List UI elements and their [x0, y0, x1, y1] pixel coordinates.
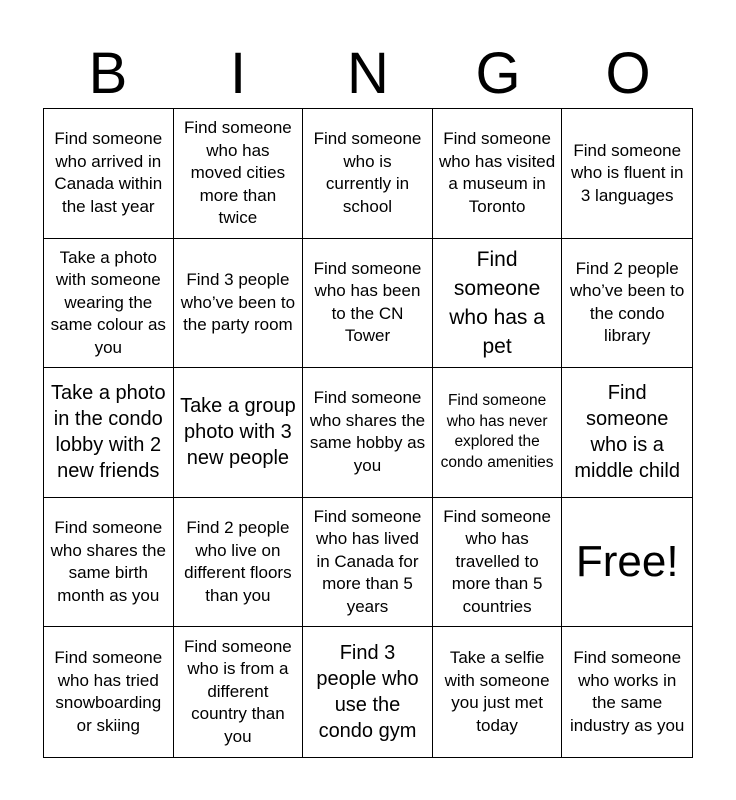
bingo-cell-text: Find 2 people who’ve been to the condo library	[570, 258, 685, 346]
bingo-cell-text: Find someone who is a middle child	[574, 382, 680, 483]
bingo-cell-text: Take a selfie with someone you just met today	[444, 648, 550, 735]
bingo-cell-text: Find someone who is fluent in 3 languages	[570, 140, 684, 205]
bingo-cell-r4-c4[interactable]	[433, 498, 563, 628]
bingo-header	[43, 38, 693, 110]
bingo-cell-r2-c5[interactable]	[562, 239, 692, 369]
bingo-cell-text: Find someone who has never explored the condo amenities	[440, 392, 554, 471]
bingo-cell-r1-c3[interactable]	[303, 109, 433, 239]
bingo-cell-text: Find 2 people who live on different floors than you	[184, 518, 292, 605]
bingo-cell-text: Take a photo in the condo lobby with 2 new friends	[51, 382, 166, 483]
bingo-cell-r1-c4[interactable]	[433, 109, 563, 239]
bingo-cell-text: Find someone who works in the same industry as you	[570, 648, 685, 735]
header-letter-b: B	[88, 41, 128, 106]
free-space-label: Free!	[575, 537, 679, 587]
bingo-cell-text: Find 3 people who use the condo gym	[316, 642, 419, 743]
bingo-cell-r2-c1[interactable]	[44, 239, 174, 369]
bingo-cell-r2-c4[interactable]	[433, 239, 563, 369]
bingo-cell-text: Find someone who has moved cities more than twice	[184, 118, 292, 228]
bingo-cell-r3-c3[interactable]	[303, 368, 433, 498]
bingo-cell-text: Find someone who has lived in Canada for more than 5 years	[313, 506, 422, 616]
bingo-cell-r5-c5[interactable]	[562, 627, 692, 757]
bingo-cell-text: Find someone who shares the same hobby as you	[309, 388, 426, 475]
bingo-cell-text: Find someone who has tried snowboarding or skiing	[54, 648, 163, 735]
bingo-cell-text: Find someone who arrived in Canada within the last year	[54, 129, 163, 216]
bingo-cell-r5-c4[interactable]	[433, 627, 563, 757]
bingo-cell-r4-c3[interactable]	[303, 498, 433, 628]
bingo-cell-text: Find someone who has visited a museum in Toronto	[438, 129, 556, 216]
header-letter-g: G	[475, 41, 521, 106]
bingo-cell-r1-c5[interactable]	[562, 109, 692, 239]
bingo-cell-r5-c3[interactable]	[303, 627, 433, 757]
bingo-cell-r5-c2[interactable]	[174, 627, 304, 757]
bingo-cell-text: Find 3 people who’ve been to the party room	[180, 270, 296, 335]
bingo-cell-text: Find someone who is from a different country than you	[184, 636, 292, 746]
bingo-cell-text: Find someone who shares the same birth month as you	[50, 518, 166, 605]
bingo-cell-text: Take a group photo with 3 new people	[180, 395, 296, 470]
bingo-cell-r3-c2[interactable]	[174, 368, 304, 498]
bingo-cell-r1-c2[interactable]	[174, 109, 304, 239]
bingo-board	[43, 108, 693, 758]
bingo-cell-text: Find someone who has a pet	[449, 247, 545, 358]
bingo-cell-text: Find someone who has travelled to more than 5 countries	[443, 506, 551, 616]
bingo-cell-r2-c2[interactable]	[174, 239, 304, 369]
bingo-cell-text: Take a photo with someone wearing the same colour as you	[50, 247, 166, 357]
bingo-cell-r5-c1[interactable]	[44, 627, 174, 757]
bingo-cell-r3-c5[interactable]	[562, 368, 692, 498]
bingo-cell-r2-c3[interactable]	[303, 239, 433, 369]
bingo-cell-r3-c1[interactable]	[44, 368, 174, 498]
bingo-cell-r1-c1[interactable]	[44, 109, 174, 239]
header-letter-n: N	[347, 41, 389, 106]
bingo-cell-r3-c4[interactable]	[433, 368, 563, 498]
bingo-cell-text: Find someone who is currently in school	[313, 129, 422, 216]
bingo-cell-r4-c1[interactable]	[44, 498, 174, 628]
bingo-cell-r4-c5[interactable]	[562, 498, 692, 628]
header-letter-o: O	[605, 41, 651, 106]
bingo-cell-text: Find someone who has been to the CN Tower	[313, 258, 422, 346]
bingo-cell-r4-c2[interactable]	[174, 498, 304, 628]
header-letter-i: I	[229, 41, 247, 106]
